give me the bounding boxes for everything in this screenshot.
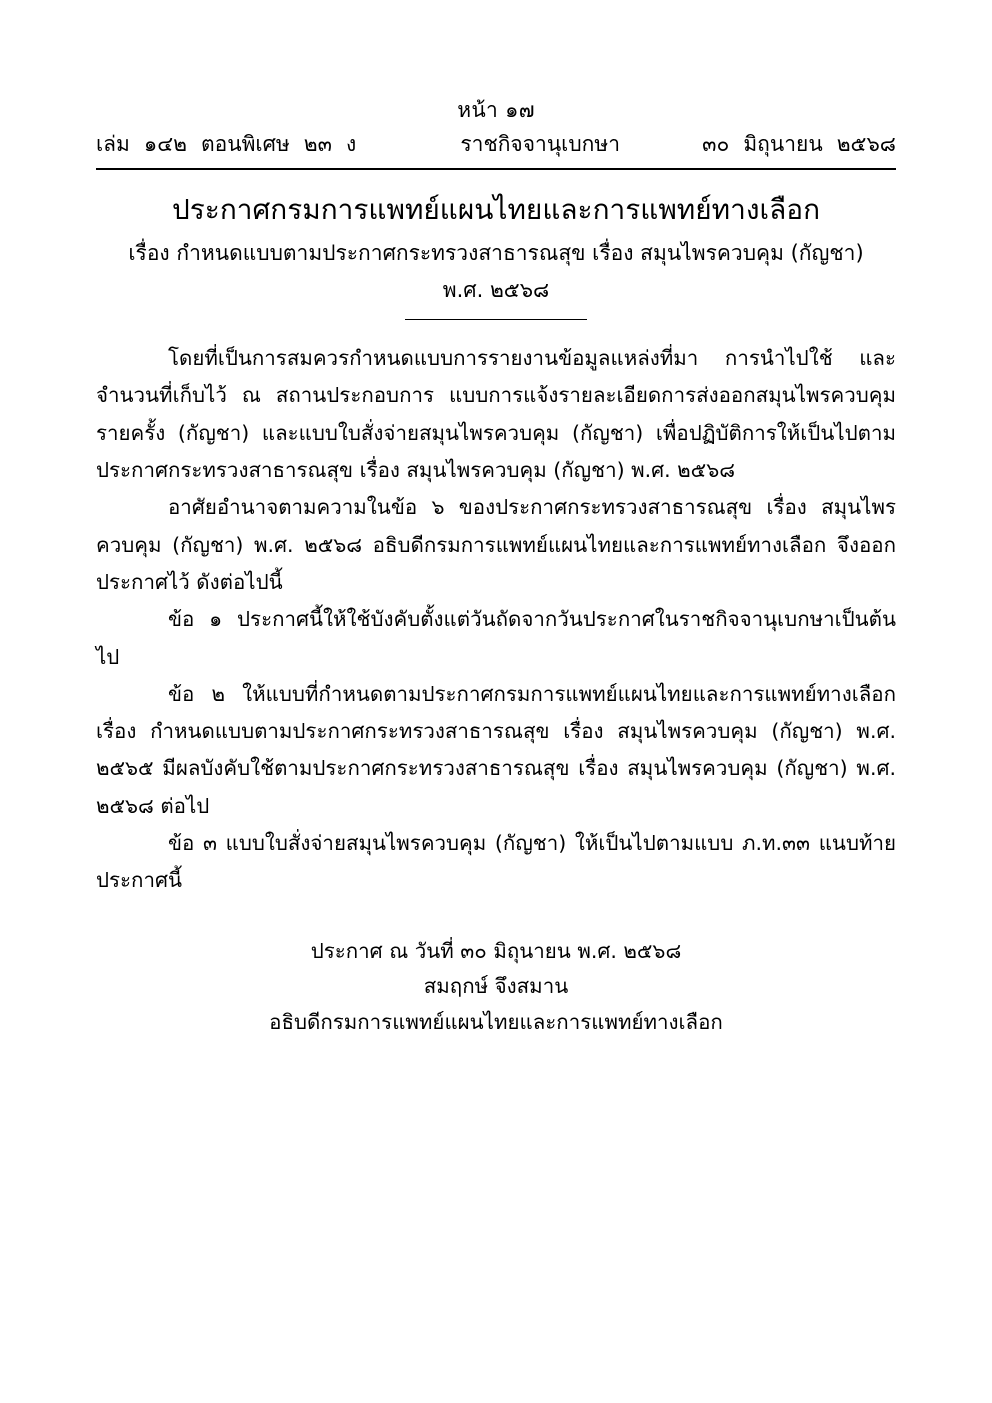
page-number: หน้า ๑๗ bbox=[457, 98, 535, 122]
title-divider bbox=[405, 319, 587, 320]
signature-position: อธิบดีกรมการแพทย์แผนไทยและการแพทย์ทางเลือก bbox=[269, 1010, 723, 1035]
volume-value: ๑๔๒ bbox=[143, 132, 187, 157]
section-suffix: ง bbox=[345, 132, 357, 157]
header-date-group bbox=[702, 128, 896, 161]
page-title: ประกาศกรมการแพทย์แผนไทยและการแพทย์ทางเลือก bbox=[171, 193, 821, 227]
section-label: ตอนพิเศษ bbox=[200, 132, 290, 157]
body-paragraph: อาศัยอำนาจตามความในข้อ ๖ ของประกาศกระทรวงสาธารณสุข เรื่อง สมุนไพรควบคุม (กัญชา) พ.ศ. ๒๕๖๘ อธิบดีกรมการแพทย์แผนไทยและการแพทย์ทางเลือก จึงออกประกาศไว้ ดังต่อไปนี้ bbox=[96, 495, 896, 594]
body-paragraph: ข้อ ๓ แบบใบสั่งจ่ายสมุนไพรควบคุม (กัญชา) ให้เป็นไปตามแบบ ภ.ท.๓๓ แนบท้ายประกาศนี้ bbox=[96, 830, 896, 893]
body-paragraph: ข้อ ๑ ประกาศนี้ให้ใช้บังคับตั้งแต่วันถัดจากวันประกาศในราชกิจจานุเบกษาเป็นต้นไป bbox=[96, 607, 896, 669]
signature-date: ประกาศ ณ วันที่ ๓๐ มิถุนายน พ.ศ. ๒๕๖๘ bbox=[310, 938, 682, 963]
publish-year: ๒๕๖๘ bbox=[836, 132, 896, 157]
header-volume-group bbox=[96, 128, 356, 161]
volume-label: เล่ม bbox=[96, 132, 130, 157]
body-paragraph: โดยที่เป็นการสมควรกำหนดแบบการรายงานข้อมูลแหล่งที่มา การนำไปใช้ และจำนวนที่เก็บไว้ ณ สถานประกอบการ แบบการแจ้งรายละเอียดการส่งออกสมุนไพรควบคุมรายครั้ง (กัญชา) และแบบใบสั่งจ่ายสมุนไพรควบคุม (กัญชา) เพื่อปฏิบัติการให้เป็นไปตามประกาศกระทรวงสาธารณสุข เรื่อง สมุนไพรควบคุม (กัญชา) พ.ศ. ๒๕๖๘ bbox=[96, 346, 896, 483]
gazette-name: ราชกิจจานุเบกษา bbox=[460, 132, 621, 157]
body-paragraph: ข้อ ๒ ให้แบบที่กำหนดตามประกาศกรมการแพทย์แผนไทยและการแพทย์ทางเลือก เรื่อง กำหนดแบบตามประกาศกระทรวงสาธารณสุข เรื่อง สมุนไพรควบคุม (กัญชา) พ.ศ. ๒๕๖๕ มีผลบังคับใช้ตามประกาศกระทรวงสาธารณสุข เรื่อง สมุนไพรควบคุม (กัญชา) พ.ศ. ๒๕๖๘ ต่อไป bbox=[96, 681, 896, 818]
document-body bbox=[96, 340, 896, 899]
header-divider bbox=[96, 168, 896, 170]
signature-block bbox=[96, 934, 896, 1042]
publish-month: มิถุนายน bbox=[743, 132, 823, 157]
page-subtitle: เรื่อง กำหนดแบบตามประกาศกระทรวงสาธารณสุข เรื่อง สมุนไพรควบคุม (กัญชา) bbox=[128, 240, 864, 265]
gazette-header bbox=[96, 128, 896, 161]
section-value: ๒๓ bbox=[303, 132, 332, 157]
page-title-year: พ.ศ. ๒๕๖๘ bbox=[442, 278, 550, 303]
page-content bbox=[96, 96, 896, 1041]
publish-day: ๓๐ bbox=[702, 132, 730, 157]
signature-name: สมฤกษ์ จึงสมาน bbox=[423, 974, 569, 999]
